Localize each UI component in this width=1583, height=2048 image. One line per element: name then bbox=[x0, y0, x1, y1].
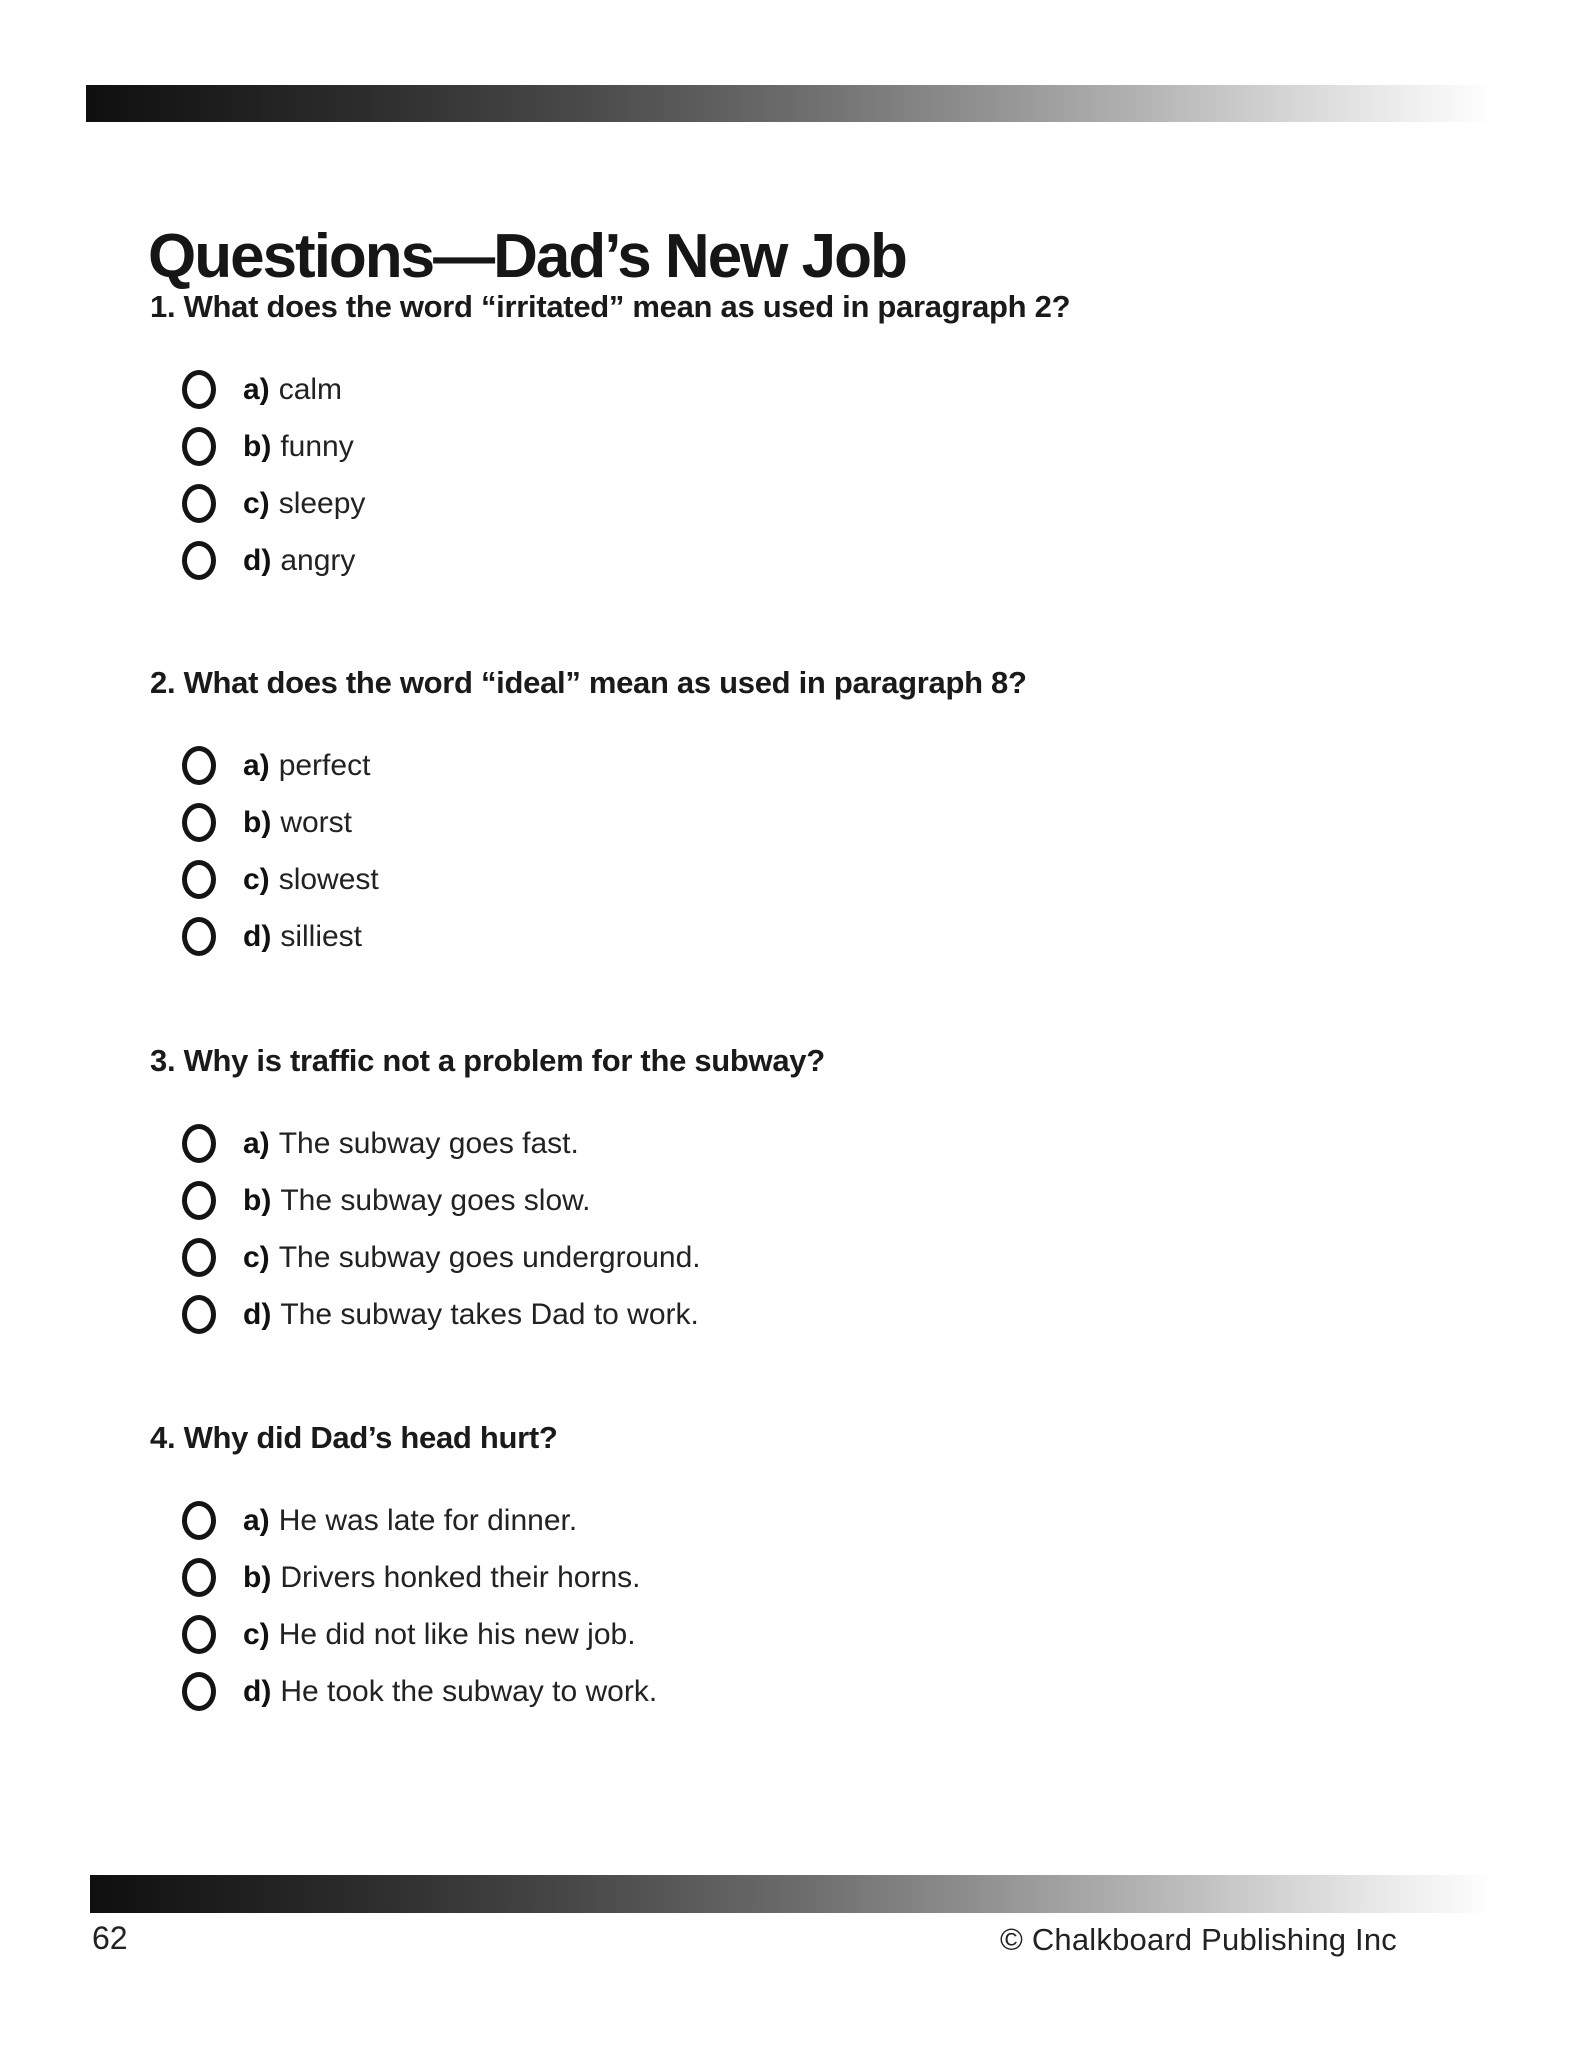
option-label bbox=[243, 486, 366, 520]
option-letter: b) bbox=[243, 1560, 272, 1594]
radio-bubble[interactable] bbox=[182, 1238, 216, 1277]
option-letter: a) bbox=[243, 1126, 270, 1160]
answer-option bbox=[182, 1229, 701, 1286]
option-label bbox=[243, 543, 356, 577]
question-text: 3. Why is traffic not a problem for the subway? bbox=[150, 1043, 825, 1078]
question-text: 4. Why did Dad’s head hurt? bbox=[150, 1420, 558, 1455]
radio-bubble[interactable] bbox=[182, 370, 216, 409]
options-list bbox=[182, 361, 365, 589]
option-text: funny bbox=[280, 429, 354, 463]
option-text: The subway goes fast. bbox=[278, 1126, 579, 1160]
answer-option bbox=[182, 794, 379, 851]
options-list bbox=[182, 1115, 701, 1343]
option-letter: a) bbox=[243, 1503, 270, 1537]
option-letter: b) bbox=[243, 429, 272, 463]
option-text: calm bbox=[278, 372, 343, 406]
options-list bbox=[182, 737, 379, 965]
option-text: worst bbox=[280, 805, 353, 839]
radio-bubble[interactable] bbox=[182, 1672, 216, 1711]
option-text: angry bbox=[280, 543, 356, 577]
answer-option bbox=[182, 1549, 657, 1606]
option-label bbox=[243, 1503, 578, 1537]
question-text: 1. What does the word “irritated” mean as used in paragraph 2? bbox=[150, 289, 1071, 324]
question-block-3 bbox=[150, 1041, 1400, 1331]
option-text: The subway goes slow. bbox=[280, 1183, 591, 1217]
question-text: 2. What does the word “ideal” mean as used in paragraph 8? bbox=[150, 665, 1027, 700]
option-text: He did not like his new job. bbox=[278, 1617, 636, 1651]
option-letter: d) bbox=[243, 919, 272, 953]
option-label bbox=[243, 429, 354, 463]
answer-option bbox=[182, 908, 379, 965]
radio-bubble[interactable] bbox=[182, 1615, 216, 1654]
option-label bbox=[243, 1674, 658, 1708]
option-label bbox=[243, 1240, 701, 1274]
answer-option bbox=[182, 851, 379, 908]
answer-option bbox=[182, 1606, 657, 1663]
radio-bubble[interactable] bbox=[182, 484, 216, 523]
options-list bbox=[182, 1492, 657, 1720]
option-label bbox=[243, 805, 353, 839]
option-label bbox=[243, 1297, 699, 1331]
radio-bubble[interactable] bbox=[182, 1124, 216, 1163]
option-letter: a) bbox=[243, 372, 270, 406]
answer-option bbox=[182, 1663, 657, 1720]
header-gradient-bar bbox=[86, 85, 1494, 122]
option-letter: d) bbox=[243, 1297, 272, 1331]
page-number: 62 bbox=[92, 1920, 128, 1956]
option-letter: d) bbox=[243, 1674, 272, 1708]
answer-option bbox=[182, 1286, 701, 1343]
copyright-text: © Chalkboard Publishing Inc bbox=[999, 1922, 1397, 1957]
radio-bubble[interactable] bbox=[182, 1295, 216, 1334]
option-text: Drivers honked their horns. bbox=[280, 1560, 641, 1594]
option-letter: c) bbox=[243, 1240, 270, 1274]
answer-option bbox=[182, 361, 365, 418]
answer-option bbox=[182, 1115, 701, 1172]
radio-bubble[interactable] bbox=[182, 541, 216, 580]
radio-bubble[interactable] bbox=[182, 860, 216, 899]
option-label bbox=[243, 1560, 641, 1594]
radio-bubble[interactable] bbox=[182, 746, 216, 785]
option-label bbox=[243, 748, 371, 782]
page-title: Questions—Dad’s New Job bbox=[148, 221, 906, 291]
question-block-4 bbox=[150, 1418, 1400, 1708]
option-letter: d) bbox=[243, 543, 272, 577]
option-text: The subway goes underground. bbox=[278, 1240, 701, 1274]
option-letter: a) bbox=[243, 748, 270, 782]
answer-option bbox=[182, 1492, 657, 1549]
option-letter: b) bbox=[243, 805, 272, 839]
option-label bbox=[243, 1183, 591, 1217]
footer-gradient-bar bbox=[90, 1875, 1495, 1913]
answer-option bbox=[182, 532, 365, 589]
radio-bubble[interactable] bbox=[182, 1181, 216, 1220]
answer-option bbox=[182, 737, 379, 794]
option-letter: c) bbox=[243, 1617, 270, 1651]
radio-bubble[interactable] bbox=[182, 1501, 216, 1540]
option-text: sleepy bbox=[278, 486, 366, 520]
option-letter: c) bbox=[243, 862, 270, 896]
option-text: He took the subway to work. bbox=[280, 1674, 658, 1708]
option-label bbox=[243, 372, 343, 406]
option-text: perfect bbox=[278, 748, 371, 782]
option-label bbox=[243, 1617, 636, 1651]
option-text: silliest bbox=[280, 919, 363, 953]
radio-bubble[interactable] bbox=[182, 427, 216, 466]
answer-option bbox=[182, 418, 365, 475]
radio-bubble[interactable] bbox=[182, 803, 216, 842]
option-label bbox=[243, 862, 379, 896]
question-block-1 bbox=[150, 287, 1400, 577]
answer-option bbox=[182, 475, 365, 532]
option-text: slowest bbox=[278, 862, 379, 896]
option-letter: b) bbox=[243, 1183, 272, 1217]
option-label bbox=[243, 1126, 579, 1160]
question-block-2 bbox=[150, 663, 1400, 953]
option-text: The subway takes Dad to work. bbox=[280, 1297, 699, 1331]
option-label bbox=[243, 919, 363, 953]
option-text: He was late for dinner. bbox=[278, 1503, 578, 1537]
answer-option bbox=[182, 1172, 701, 1229]
radio-bubble[interactable] bbox=[182, 917, 216, 956]
radio-bubble[interactable] bbox=[182, 1558, 216, 1597]
option-letter: c) bbox=[243, 486, 270, 520]
